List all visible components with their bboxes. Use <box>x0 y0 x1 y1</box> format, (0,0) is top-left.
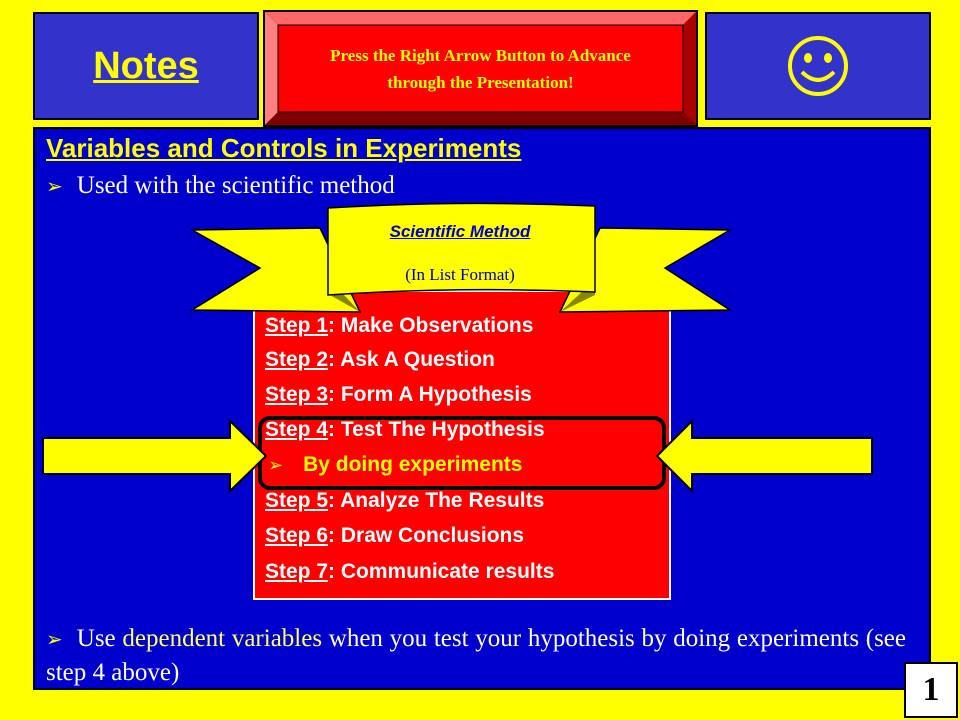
right-pointing-arrow-icon <box>40 418 270 494</box>
advance-instruction-text: Press the Right Arrow Button to Advance through the Presentation! <box>330 45 631 92</box>
bullet-scientific-method <box>46 172 395 200</box>
step-item: Step 6: Draw Conclusions <box>265 524 525 547</box>
step-item: Step 2: Ask A Question <box>265 348 495 371</box>
sub-bullet-experiments: ➢ By doing experiments <box>268 453 523 476</box>
step-item: Step 3: Form A Hypothesis <box>265 383 532 406</box>
bullet-dependent-variables: ➢ Use dependent variables when you test your hypothesis by doing experiments (see step 4 above) <box>46 625 907 686</box>
highlight-dependent-variables: dependent variables <box>122 625 323 652</box>
smiley-face-icon <box>786 34 850 98</box>
page-number: 1 <box>904 662 958 718</box>
advance-button[interactable] <box>263 10 698 127</box>
step-item: Step 5: Analyze The Results <box>265 489 545 512</box>
banner-subtitle: (In List Format) <box>405 265 515 284</box>
step-item: Step 7: Communicate results <box>265 560 555 583</box>
smiley-box <box>705 12 931 120</box>
step-item: Step 4: Test The Hypothesis <box>265 418 545 441</box>
step-item: Step 1: Make Observations <box>265 314 534 337</box>
bullet-text: Used with the scientific method <box>76 172 395 199</box>
notes-header-box <box>33 12 259 120</box>
arrow-bullet-icon: ➢ <box>46 627 63 651</box>
slide-title: Variables and Controls in Experiments <box>46 133 522 163</box>
banner-title: Scientific Method <box>389 222 531 241</box>
left-pointing-arrow-icon <box>654 418 876 494</box>
arrow-bullet-icon: ➢ <box>46 174 63 198</box>
notes-title: Notes <box>93 44 199 87</box>
arrow-bullet-icon: ➢ <box>268 455 284 476</box>
ribbon-banner <box>190 200 735 325</box>
